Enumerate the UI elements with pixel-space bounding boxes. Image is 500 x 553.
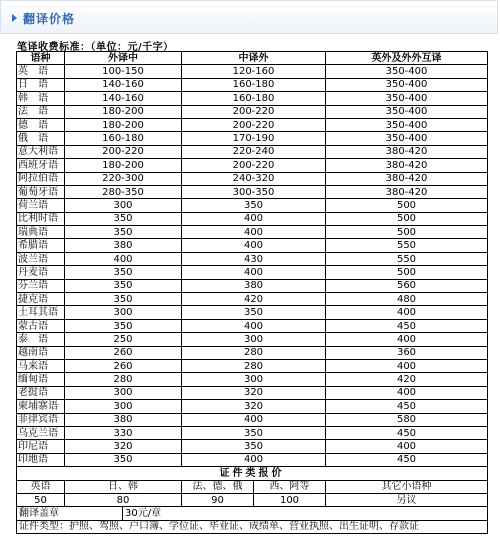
price-english-foreign: 350-400 <box>326 132 488 145</box>
stamp-fee-row <box>17 507 488 520</box>
price-foreign-to-chinese: 400 <box>65 252 182 265</box>
table-row <box>17 199 488 212</box>
language-name: 土耳其语 <box>17 306 65 319</box>
table-row <box>17 266 488 279</box>
price-english-foreign: 400 <box>326 306 488 319</box>
price-foreign-to-chinese: 350 <box>65 226 182 239</box>
language-name: 越南语 <box>17 346 65 359</box>
table-row <box>17 413 488 426</box>
price-chinese-to-foreign: 400 <box>182 239 326 252</box>
language-name: 捷克语 <box>17 293 65 306</box>
price-english-foreign: 400 <box>326 386 488 399</box>
price-chinese-to-foreign: 200-220 <box>182 159 326 172</box>
price-english-foreign: 550 <box>326 239 488 252</box>
table-header-row <box>17 52 488 65</box>
price-chinese-to-foreign: 400 <box>182 453 326 466</box>
price-foreign-to-chinese: 280 <box>65 373 182 386</box>
price-foreign-to-chinese: 300 <box>65 199 182 212</box>
table-row <box>17 132 488 145</box>
price-foreign-to-chinese: 350 <box>65 212 182 225</box>
standard-label: 笔译收费标准：（单位：元/千字） <box>17 42 174 53</box>
price-foreign-to-chinese: 160-180 <box>65 132 182 145</box>
price-foreign-to-chinese: 380 <box>65 413 182 426</box>
language-name: 葡萄牙语 <box>17 185 65 198</box>
language-name: 菲律宾语 <box>17 413 65 426</box>
certificate-price-row <box>17 493 488 506</box>
price-english-foreign: 350-400 <box>326 105 488 118</box>
language-name: 马来语 <box>17 359 65 372</box>
price-english-foreign: 500 <box>326 212 488 225</box>
price-foreign-to-chinese: 350 <box>65 319 182 332</box>
price-foreign-to-chinese: 300 <box>65 306 182 319</box>
price-foreign-to-chinese: 260 <box>65 359 182 372</box>
price-english-foreign: 550 <box>326 252 488 265</box>
column-header: 外译中 <box>65 52 182 65</box>
price-foreign-to-chinese: 100-150 <box>65 65 182 78</box>
price-chinese-to-foreign: 320 <box>182 386 326 399</box>
price-english-foreign: 450 <box>326 319 488 332</box>
price-english-foreign: 350-400 <box>326 92 488 105</box>
certificate-column: 西、阿等 <box>254 480 326 493</box>
table-row <box>17 118 488 131</box>
certificate-section-title: 证件类报价 <box>17 467 488 480</box>
table-row <box>17 279 488 292</box>
certificate-column: 英语 <box>17 480 65 493</box>
price-chinese-to-foreign: 220-240 <box>182 145 326 158</box>
table-row <box>17 453 488 466</box>
certificate-section-row <box>17 467 488 480</box>
certificate-price: 50 <box>17 493 65 506</box>
table-row <box>17 252 488 265</box>
language-name: 英 语 <box>17 65 65 78</box>
language-name: 波兰语 <box>17 252 65 265</box>
column-header: 中译外 <box>182 52 326 65</box>
stamp-fee-price: 30元/章 <box>123 507 488 520</box>
price-foreign-to-chinese: 350 <box>65 279 182 292</box>
price-foreign-to-chinese: 140-160 <box>65 92 182 105</box>
price-chinese-to-foreign: 280 <box>182 359 326 372</box>
table-row <box>17 65 488 78</box>
price-foreign-to-chinese: 280-350 <box>65 185 182 198</box>
certificate-column: 法、德、俄 <box>182 480 254 493</box>
price-chinese-to-foreign: 280 <box>182 346 326 359</box>
table-row <box>17 400 488 413</box>
price-english-foreign: 580 <box>326 413 488 426</box>
table-row <box>17 92 488 105</box>
price-chinese-to-foreign: 300 <box>182 333 326 346</box>
language-name: 丹麦语 <box>17 266 65 279</box>
certificate-types-text: 证件类型：护照、驾照、户口簿、学位证、毕业证、成绩单、营业执照、出生证明、存款证 <box>17 520 488 533</box>
price-foreign-to-chinese: 320 <box>65 440 182 453</box>
price-foreign-to-chinese: 250 <box>65 333 182 346</box>
column-header: 语种 <box>17 52 65 65</box>
certificate-price: 90 <box>182 493 254 506</box>
table-row <box>17 333 488 346</box>
price-chinese-to-foreign: 420 <box>182 293 326 306</box>
price-table-body <box>17 52 488 534</box>
table-row <box>17 306 488 319</box>
price-chinese-to-foreign: 400 <box>182 413 326 426</box>
section-title: 翻译价格 <box>23 12 76 26</box>
price-english-foreign: 400 <box>326 359 488 372</box>
table-row <box>17 145 488 158</box>
price-english-foreign: 450 <box>326 426 488 439</box>
price-foreign-to-chinese: 350 <box>65 293 182 306</box>
price-english-foreign: 400 <box>326 440 488 453</box>
certificate-price: 80 <box>65 493 182 506</box>
certificate-header-row <box>17 480 488 493</box>
table-row <box>17 212 488 225</box>
certificate-price: 100 <box>254 493 326 506</box>
certificate-column: 日、韩 <box>65 480 182 493</box>
price-english-foreign: 400 <box>326 333 488 346</box>
language-name: 瑞典语 <box>17 226 65 239</box>
price-foreign-to-chinese: 200-220 <box>65 145 182 158</box>
price-chinese-to-foreign: 350 <box>182 306 326 319</box>
language-name: 缅甸语 <box>17 373 65 386</box>
table-row <box>17 78 488 91</box>
price-foreign-to-chinese: 350 <box>65 266 182 279</box>
price-foreign-to-chinese: 180-200 <box>65 118 182 131</box>
certificate-column: 其它小语种 <box>326 480 488 493</box>
price-chinese-to-foreign: 400 <box>182 266 326 279</box>
price-chinese-to-foreign: 170-190 <box>182 132 326 145</box>
language-name: 韩 语 <box>17 92 65 105</box>
language-name: 乌克兰语 <box>17 426 65 439</box>
price-english-foreign: 500 <box>326 199 488 212</box>
language-name: 意大利语 <box>17 145 65 158</box>
table-row <box>17 440 488 453</box>
table-row <box>17 359 488 372</box>
price-foreign-to-chinese: 350 <box>65 453 182 466</box>
price-chinese-to-foreign: 400 <box>182 226 326 239</box>
table-row <box>17 346 488 359</box>
table-row <box>17 386 488 399</box>
price-chinese-to-foreign: 400 <box>182 212 326 225</box>
price-english-foreign: 420 <box>326 373 488 386</box>
column-header: 英外及外外互译 <box>326 52 488 65</box>
price-chinese-to-foreign: 300 <box>182 373 326 386</box>
language-name: 老挝语 <box>17 386 65 399</box>
price-english-foreign: 380-420 <box>326 159 488 172</box>
price-chinese-to-foreign: 160-180 <box>182 92 326 105</box>
language-name: 法 语 <box>17 105 65 118</box>
certificate-types-row <box>17 520 488 533</box>
price-foreign-to-chinese: 380 <box>65 239 182 252</box>
price-chinese-to-foreign: 320 <box>182 400 326 413</box>
price-foreign-to-chinese: 180-200 <box>65 159 182 172</box>
price-english-foreign: 500 <box>326 226 488 239</box>
table-row <box>17 239 488 252</box>
price-table <box>16 51 488 534</box>
price-foreign-to-chinese: 220-300 <box>65 172 182 185</box>
language-name: 荷兰语 <box>17 199 65 212</box>
language-name: 柬埔寨语 <box>17 400 65 413</box>
price-english-foreign: 350-400 <box>326 65 488 78</box>
table-row <box>17 426 488 439</box>
language-name: 阿拉伯语 <box>17 172 65 185</box>
language-name: 西班牙语 <box>17 159 65 172</box>
price-english-foreign: 360 <box>326 346 488 359</box>
table-row <box>17 105 488 118</box>
price-foreign-to-chinese: 140-160 <box>65 78 182 91</box>
price-english-foreign: 500 <box>326 266 488 279</box>
price-chinese-to-foreign: 380 <box>182 279 326 292</box>
language-name: 泰 语 <box>17 333 65 346</box>
price-foreign-to-chinese: 260 <box>65 346 182 359</box>
price-chinese-to-foreign: 200-220 <box>182 118 326 131</box>
price-english-foreign: 380-420 <box>326 172 488 185</box>
price-chinese-to-foreign: 430 <box>182 252 326 265</box>
price-foreign-to-chinese: 300 <box>65 400 182 413</box>
price-chinese-to-foreign: 350 <box>182 199 326 212</box>
price-chinese-to-foreign: 240-320 <box>182 172 326 185</box>
language-name: 蒙古语 <box>17 319 65 332</box>
price-english-foreign: 480 <box>326 293 488 306</box>
language-name: 俄 语 <box>17 132 65 145</box>
price-english-foreign: 560 <box>326 279 488 292</box>
table-row <box>17 226 488 239</box>
table-row <box>17 185 488 198</box>
price-chinese-to-foreign: 300-350 <box>182 185 326 198</box>
stamp-fee-label: 翻译盖章 <box>17 507 123 520</box>
language-name: 日 语 <box>17 78 65 91</box>
price-chinese-to-foreign: 120-160 <box>182 65 326 78</box>
price-foreign-to-chinese: 330 <box>65 426 182 439</box>
price-chinese-to-foreign: 400 <box>182 319 326 332</box>
price-foreign-to-chinese: 180-200 <box>65 105 182 118</box>
table-row <box>17 373 488 386</box>
price-english-foreign: 380-420 <box>326 185 488 198</box>
language-name: 德 语 <box>17 118 65 131</box>
language-name: 印尼语 <box>17 440 65 453</box>
table-row <box>17 172 488 185</box>
price-chinese-to-foreign: 350 <box>182 440 326 453</box>
language-name: 芬兰语 <box>17 279 65 292</box>
price-english-foreign: 350-400 <box>326 78 488 91</box>
section-header <box>0 0 498 34</box>
certificate-price: 另议 <box>326 493 488 506</box>
price-english-foreign: 450 <box>326 400 488 413</box>
language-name: 比利时语 <box>17 212 65 225</box>
language-name: 希腊语 <box>17 239 65 252</box>
table-row <box>17 293 488 306</box>
table-row <box>17 159 488 172</box>
price-english-foreign: 450 <box>326 453 488 466</box>
price-chinese-to-foreign: 160-180 <box>182 78 326 91</box>
price-english-foreign: 350-400 <box>326 118 488 131</box>
price-chinese-to-foreign: 200-220 <box>182 105 326 118</box>
triangle-arrow-icon <box>12 14 17 22</box>
language-name: 印地语 <box>17 453 65 466</box>
price-chinese-to-foreign: 350 <box>182 426 326 439</box>
price-foreign-to-chinese: 300 <box>65 386 182 399</box>
price-english-foreign: 380-420 <box>326 145 488 158</box>
table-row <box>17 319 488 332</box>
